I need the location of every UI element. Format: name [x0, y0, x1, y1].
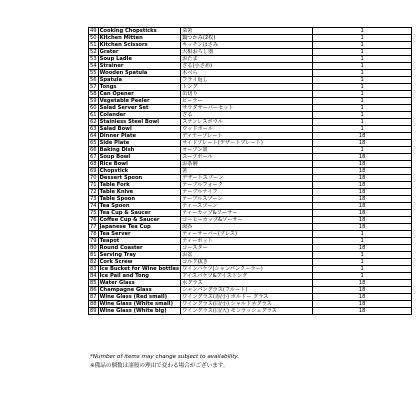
table-row: [89, 91, 412, 98]
item-name-english: Dinner Plate: [98, 133, 181, 140]
item-number: 87: [90, 294, 97, 300]
item-name-english: Spatula: [98, 77, 181, 84]
item-name-english: Salad Server Set: [98, 105, 181, 112]
table-row: [89, 196, 412, 203]
item-name-english: Round Coaster: [98, 245, 181, 252]
table-row: [89, 245, 412, 252]
item-number: 59: [90, 98, 97, 104]
table-row: [89, 70, 412, 77]
availability-note-english: *Number of items may change subject to availability.: [90, 354, 240, 360]
item-quantity: 1: [313, 49, 412, 56]
item-name-japanese: お茶碗: [181, 161, 313, 168]
table-row: [89, 252, 412, 259]
item-name-japanese: お盆: [181, 252, 313, 259]
item-quantity: 1: [313, 77, 412, 84]
item-name-japanese: デザートスプーン: [181, 175, 313, 182]
item-quantity: 18: [313, 203, 412, 210]
item-name-english: Ice Bucket for Wine bottles: [99, 266, 180, 272]
item-number: 61: [90, 112, 97, 118]
item-name-japanese: 大根おろし器: [181, 49, 313, 56]
item-number: 54: [90, 63, 97, 69]
item-number: 72: [90, 189, 97, 195]
item-quantity: 18: [313, 287, 412, 294]
item-quantity: 1: [313, 112, 412, 119]
table-row: [89, 28, 412, 35]
item-quantity: 18: [313, 210, 412, 217]
item-name-japanese: シャンパングラス(フルート): [181, 287, 313, 294]
item-number: 73: [90, 196, 97, 202]
item-quantity: 18: [313, 175, 412, 182]
item-name-japanese: ウッドボール: [181, 126, 313, 133]
item-name-japanese: 鍋つかみ(2枚): [181, 35, 313, 42]
item-name-japanese: 水グラス: [181, 280, 313, 287]
item-name-japanese: ステンレスボウル: [181, 119, 313, 126]
item-quantity: 1: [313, 35, 412, 42]
item-name-japanese: フライ返し: [181, 77, 313, 84]
item-name-english: Wine Glass (Red small): [98, 294, 181, 301]
item-quantity: 18: [313, 301, 412, 308]
item-number: 60: [90, 105, 97, 111]
item-quantity: 18: [313, 168, 412, 175]
table-row: [89, 217, 412, 224]
item-quantity: 1: [313, 273, 412, 280]
item-name-english: Vegetable Peeler: [98, 98, 181, 105]
table-row: [89, 133, 412, 140]
table-row: [89, 42, 412, 49]
table-row: [89, 224, 412, 231]
item-name-english: Wine Glass (White small): [98, 301, 181, 308]
item-number: 57: [90, 84, 97, 90]
item-name-english: Kitchen Mitten: [98, 35, 181, 42]
item-name-japanese: サラダサーバーセット: [181, 105, 313, 112]
item-name-japanese: サイドプレート(デザートプレート): [181, 140, 313, 147]
table-row: [89, 189, 412, 196]
table-row: [89, 301, 412, 308]
item-quantity: 1: [313, 252, 412, 259]
item-number: 80: [90, 245, 97, 251]
item-name-japanese: コースター: [181, 245, 313, 252]
table-row: [89, 238, 412, 245]
item-quantity: 1: [313, 105, 412, 112]
item-name-japanese: ワイングラス(白/大) モンラッシェグラス: [181, 308, 313, 315]
item-name-english: Cork Screw: [98, 259, 181, 266]
item-quantity: 1: [313, 119, 412, 126]
item-name-english: Chopstick: [98, 168, 181, 175]
item-number: 86: [90, 287, 97, 293]
item-number: 52: [90, 49, 97, 55]
item-number: 88: [90, 301, 97, 307]
item-number: 82: [90, 259, 97, 265]
item-number: 71: [90, 182, 97, 188]
table-row: [89, 210, 412, 217]
item-number: 68: [90, 161, 97, 167]
item-quantity: 1: [313, 126, 412, 133]
table-row: [89, 140, 412, 147]
item-name-japanese: 木べら: [181, 70, 313, 77]
item-number: 74: [90, 203, 97, 209]
table-row: [89, 308, 412, 315]
item-name-english: Strainer: [98, 63, 181, 70]
item-name-japanese: テーブルスプーン: [181, 196, 313, 203]
item-name-english: Baking Dish: [98, 147, 181, 154]
item-quantity: 18: [313, 182, 412, 189]
item-quantity: 1: [313, 70, 412, 77]
item-name-english: Can Opener: [98, 91, 181, 98]
item-name-english: Table Fork: [98, 182, 181, 189]
notes-block: [90, 353, 239, 371]
item-quantity: 1: [313, 231, 412, 238]
item-name-english: Ice Pail and Tong: [98, 273, 181, 280]
item-quantity: 18: [313, 133, 412, 140]
table-row: [89, 294, 412, 301]
inventory-table: [88, 27, 412, 315]
item-name-english: Teapot: [98, 238, 181, 245]
item-name-english: Grater: [98, 49, 181, 56]
item-quantity: 1: [313, 84, 412, 91]
item-name-japanese: ワインバケツ(シャンパンクーラー): [181, 266, 313, 273]
item-number: 51: [90, 42, 97, 48]
item-name-english: Cooking Chopsticks: [98, 28, 181, 35]
table-row: [89, 84, 412, 91]
item-name-english: Japanese Tea Cup: [98, 224, 181, 231]
item-name-english: Rice Bowl: [98, 161, 181, 168]
item-name-english: Champagne Glass: [98, 287, 181, 294]
table-row: [89, 287, 412, 294]
item-quantity: 1: [313, 266, 412, 273]
item-name-japanese: トング: [181, 84, 313, 91]
table-row: [89, 119, 412, 126]
item-name-english: Tongs: [98, 84, 181, 91]
item-number: 79: [90, 238, 97, 244]
item-number: 65: [90, 140, 97, 146]
item-number: 77: [90, 224, 97, 230]
item-number: 84: [90, 273, 97, 279]
item-name-japanese: ティーポット: [181, 238, 313, 245]
item-name-japanese: ティースプーン: [181, 203, 313, 210]
item-name-english: Soup Ladle: [98, 56, 181, 63]
table-row: [89, 63, 412, 70]
item-name-japanese: スープボール: [181, 154, 313, 161]
item-number: 70: [90, 175, 97, 181]
item-name-japanese: コーヒーカップ&ソーサー: [181, 217, 313, 224]
item-name-english: Tea Server: [98, 231, 181, 238]
table-row: [89, 98, 412, 105]
table-row: [89, 273, 412, 280]
item-quantity: 1: [313, 28, 412, 35]
item-name-japanese: オーブン皿: [181, 147, 313, 154]
table-row: [89, 231, 412, 238]
item-quantity: 18: [313, 154, 412, 161]
item-number: 50: [90, 35, 97, 41]
table-row: [89, 203, 412, 210]
item-quantity: 18: [313, 140, 412, 147]
item-quantity: 18: [313, 189, 412, 196]
item-number: 69: [90, 168, 97, 174]
item-quantity: 1: [313, 63, 412, 70]
item-number: 67: [90, 154, 97, 160]
table-row: [89, 112, 412, 119]
item-name-english: Salad Bowl: [98, 126, 181, 133]
item-name-japanese: アイスバケツ&アイストング: [181, 273, 313, 280]
table-row: [89, 161, 412, 168]
item-name-japanese: 湯呑: [181, 224, 313, 231]
item-number: 78: [90, 231, 97, 237]
table-row: [89, 175, 412, 182]
item-name-english: Side Plate: [98, 140, 181, 147]
table-row: [89, 126, 412, 133]
table-row: [89, 168, 412, 175]
item-name-japanese: ピーラー: [181, 98, 313, 105]
table-row: [89, 280, 412, 287]
item-name-japanese: ワイングラス(白/小) シャルドネグラス: [181, 301, 313, 308]
item-quantity: 18: [313, 196, 412, 203]
item-quantity: 18: [313, 161, 412, 168]
item-name-japanese: 箸: [181, 168, 313, 175]
item-name-english: Wine Glass (White big): [98, 308, 181, 315]
item-number: 85: [90, 280, 97, 286]
item-name-japanese: 缶切り: [181, 91, 313, 98]
item-name-japanese: ティーサーバー(プレス): [181, 231, 313, 238]
item-name-english: Coffee Cup & Saucer: [98, 217, 181, 224]
item-number: 75: [90, 210, 97, 216]
item-name-english: Stainless Steel Bowl: [98, 119, 181, 126]
item-quantity: 18: [313, 280, 412, 287]
item-name-english: Serving Tray: [98, 252, 181, 259]
item-quantity: 18: [313, 308, 412, 315]
item-name-english: Water Glass: [98, 280, 181, 287]
item-quantity: 18: [313, 224, 412, 231]
item-number: 49: [90, 28, 97, 34]
item-name-english: Table Spoon: [98, 196, 181, 203]
item-number: 89: [90, 308, 97, 314]
item-name-japanese: ざる(小さめ): [181, 63, 313, 70]
item-number: 53: [90, 56, 97, 62]
item-name-japanese: ワイングラス(赤/小) ボルドー グラス: [181, 294, 313, 301]
item-name-japanese: キッチンはさみ: [181, 42, 313, 49]
item-name-japanese: 菜箸: [181, 28, 313, 35]
item-number: 81: [90, 252, 97, 258]
item-quantity: 1: [313, 259, 412, 266]
item-name-japanese: コルク抜き: [181, 259, 313, 266]
item-number: 63: [90, 126, 97, 132]
item-name-english: Soup Bowl: [98, 154, 181, 161]
item-quantity: 1: [313, 147, 412, 154]
item-number: 76: [90, 217, 97, 223]
availability-note-japanese: ※備品の個数は諸般の理由で変わる場合がございます。: [90, 363, 229, 369]
item-quantity: 1: [313, 56, 412, 63]
inventory-table-body: [89, 28, 412, 315]
item-name-english: Dessert Spoon: [98, 175, 181, 182]
item-name-japanese: ざる: [181, 112, 313, 119]
table-row: [89, 147, 412, 154]
item-name-english: Wooden Spatula: [98, 70, 181, 77]
table-row: [89, 154, 412, 161]
item-quantity: 1: [313, 98, 412, 105]
item-quantity: 1: [313, 238, 412, 245]
item-quantity: 18: [313, 217, 412, 224]
item-number: 55: [90, 70, 97, 76]
table-row: [89, 105, 412, 112]
table-row: [89, 77, 412, 84]
item-quantity: 18: [313, 294, 412, 301]
item-name-japanese: ティーカップ&ソーサー: [181, 210, 313, 217]
item-number: 58: [90, 91, 97, 97]
item-name-japanese: テーブルフォーク: [181, 182, 313, 189]
item-name-english: Kitchen Scissors: [98, 42, 181, 49]
item-number: 64: [90, 133, 97, 139]
table-row: [89, 56, 412, 63]
table-row: [89, 49, 412, 56]
item-number: 62: [90, 119, 97, 125]
item-name-japanese: テーブルナイフ: [181, 189, 313, 196]
item-number: 83: [90, 266, 97, 272]
table-row: [89, 266, 412, 273]
table-row: [89, 35, 412, 42]
item-name-english: Colander: [98, 112, 181, 119]
item-name-japanese: おたま: [181, 56, 313, 63]
item-quantity: 1: [313, 91, 412, 98]
item-quantity: 1: [313, 42, 412, 49]
item-quantity: 18: [313, 245, 412, 252]
item-name-english: Table Knive: [98, 189, 181, 196]
item-number: 56: [90, 77, 97, 83]
item-number: 66: [90, 147, 97, 153]
item-name-english: Tea Cup & Saucer: [98, 210, 181, 217]
item-name-english: Tea Spoon: [98, 203, 181, 210]
item-name-japanese: ディナープレート: [181, 133, 313, 140]
table-row: [89, 259, 412, 266]
table-row: [89, 182, 412, 189]
